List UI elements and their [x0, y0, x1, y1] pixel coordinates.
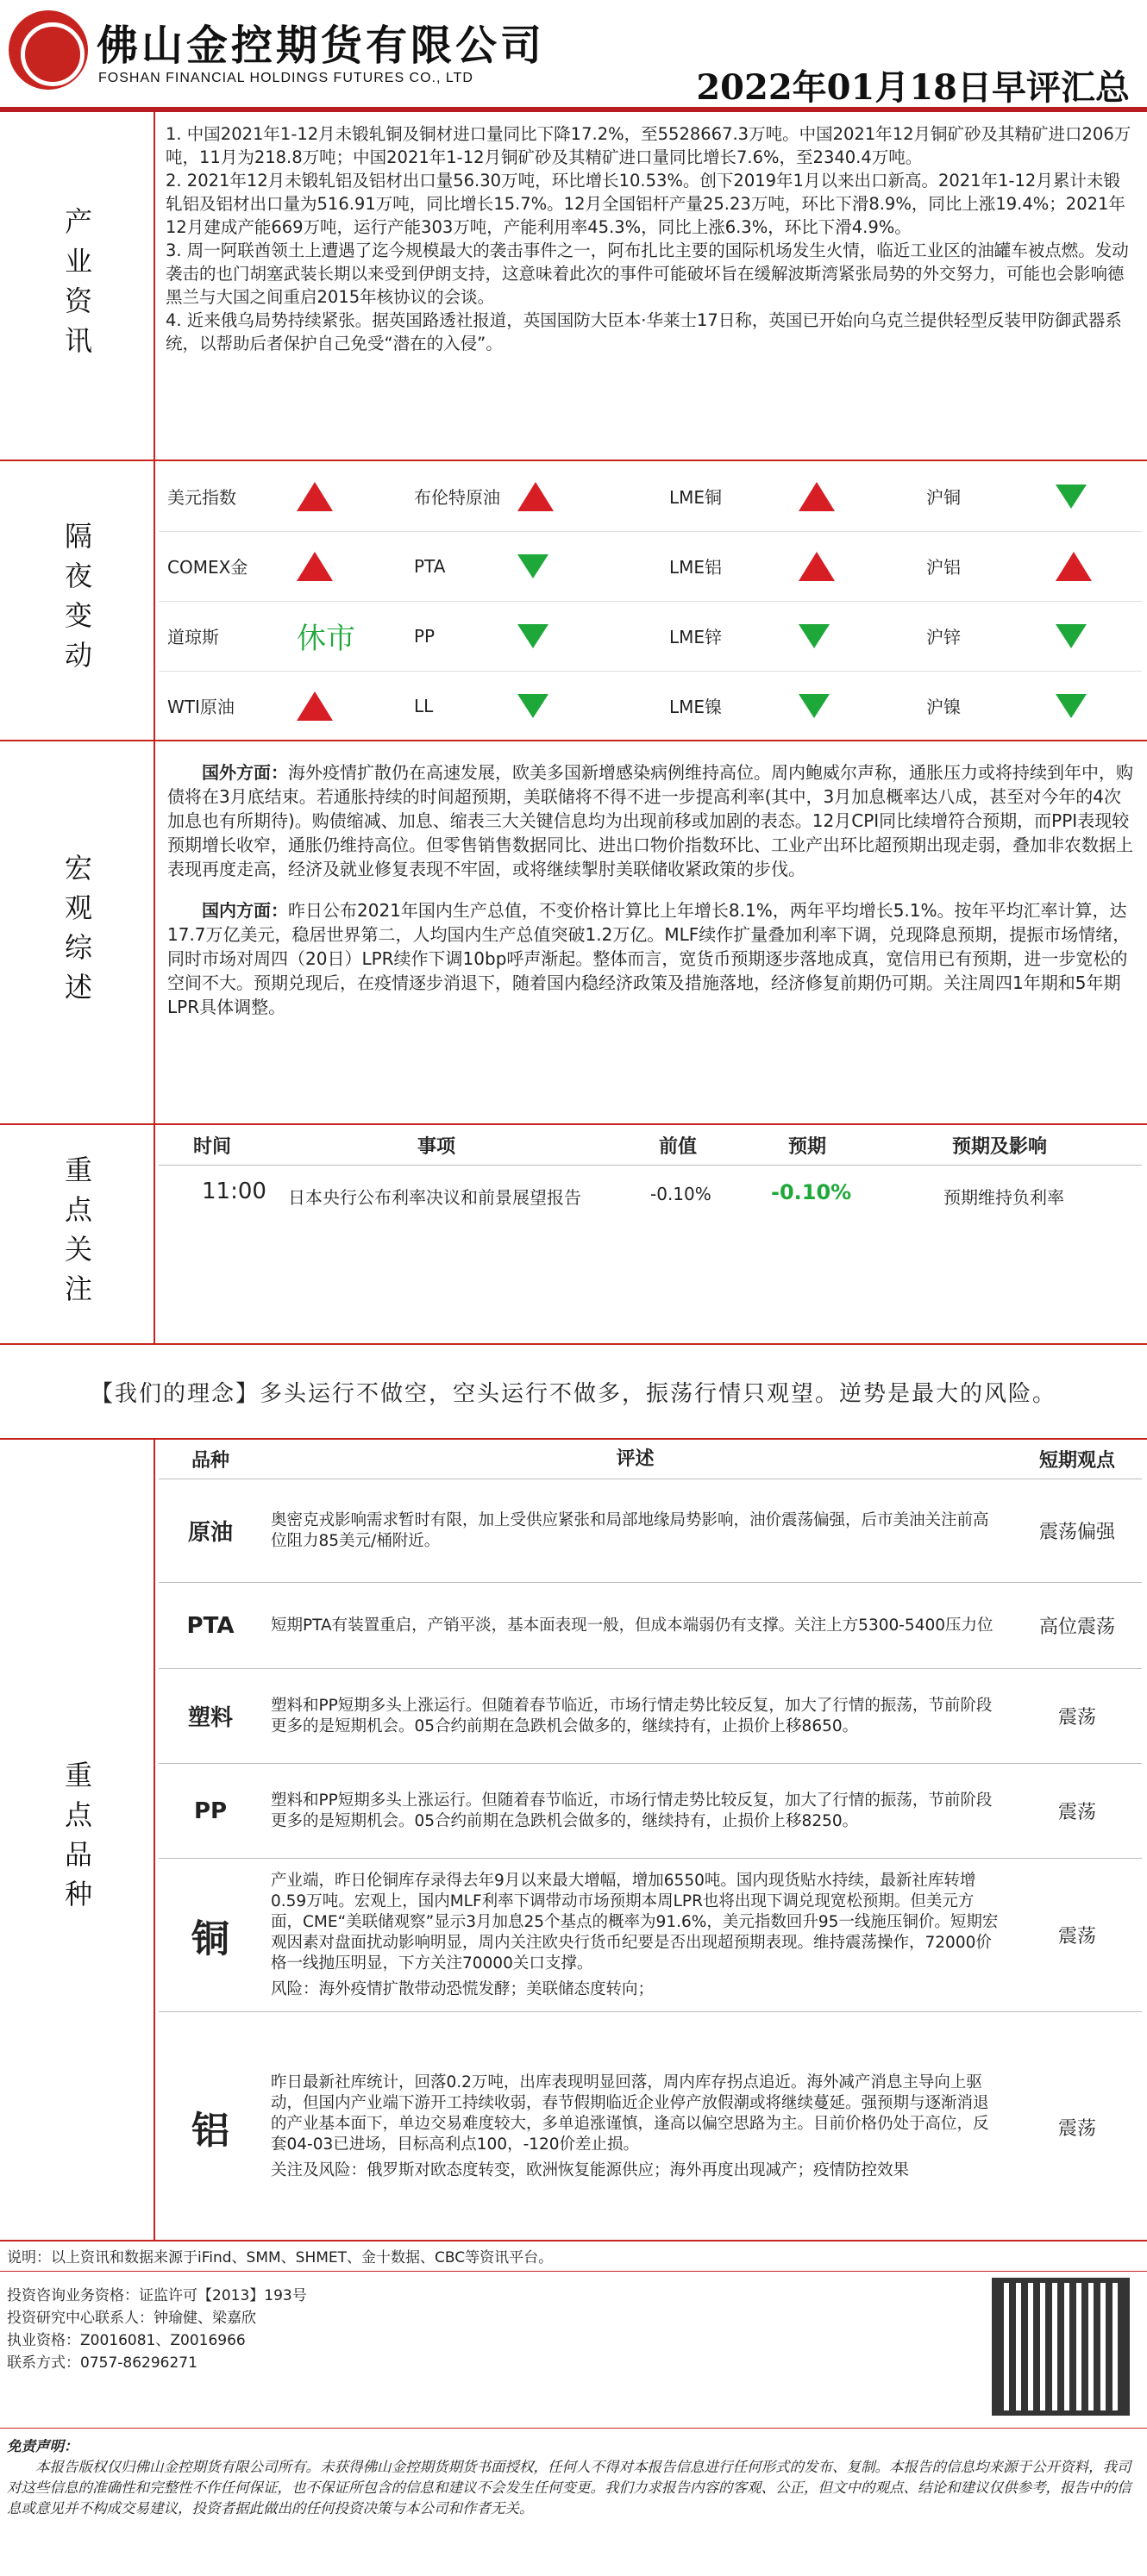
news-item: 4. 近来俄乌局势持续紧张。据英国路透社报道，英国国防大臣本·华莱士17日称，英国已开始向乌克兰提供轻型反装甲防御武器系统，以帮助后者保护自己免受“潜在的入侵”。: [166, 310, 1122, 353]
product-comment: [271, 1669, 1000, 1763]
overnight-name: LME镍: [669, 697, 723, 717]
holiday-label: 休市: [297, 622, 355, 656]
product-comment-text: 昨日最新社库统计，回落0.2万吨，出库表现明显回落，周内库存拐点追近。海外减产消息主导向上驱动，但国内产业端下游开工持续收弱，春节假期临近企业停产放假潮或将继续蔓延。强预期与逐渐消退的产业基本面下，单边交易难度较大，多单追涨谨慎，逢高以偏空思路为主。目前价格仍处于高位，反套04-03已进场，目标高利点100，-120价差止损。: [271, 2073, 989, 2154]
overnight-name: 道琼斯: [167, 627, 219, 647]
product-view: 震荡: [1057, 1707, 1096, 1729]
down-arrow-icon: [799, 671, 830, 741]
product-row: [159, 1669, 1142, 1764]
overnight-name: LME铜: [669, 487, 723, 508]
analysts-text: 投资研究中心联系人：钟瑜健、梁嘉欣: [7, 2310, 256, 2327]
product-row: [159, 1479, 1142, 1583]
up-arrow-icon: [517, 461, 554, 531]
overnight-name: COMEX金: [167, 557, 248, 578]
overnight-name: WTI原油: [167, 697, 235, 717]
focus-expected: -0.10%: [771, 1180, 852, 1204]
product-comment: [271, 2012, 1000, 2241]
down-arrow-icon: [517, 531, 548, 601]
focus-header-time: 时间: [193, 1136, 232, 1158]
overnight-name: PP: [414, 625, 436, 647]
up-arrow-icon: [297, 461, 333, 531]
overnight-name: 沪镍: [926, 697, 961, 717]
product-view: 震荡: [1057, 2117, 1096, 2140]
product-view: 震荡: [1057, 1926, 1096, 1948]
product-comment-text: 产业端，昨日伦铜库存录得去年9月以来最大增幅，增加6550吨。国内现货贴水持续，最新社库转增0.59万吨。宏观上，国内MLF利率下调带动市场预期本周LPR也将出现下调兑现宽松预期。但美元方面，CME“美联储观察”显示3月加息25个基点的概率为91.6%，美元指数回升95一线施压铜价。短期宏观因素对盘面扰动影响明显，周内关注欧央行货币纪要是否出现超预期表现。维持震荡操作，72000价格一线抛压明显，下方关注70000关口支撑。: [271, 1871, 999, 1973]
products-header-name: 品种: [191, 1450, 229, 1472]
philosophy-banner: 【我们的理念】多头运行不做空，空头运行不做多，振荡行情只观望。逆势是最大的风险。: [0, 1345, 1147, 1440]
overnight-name: 沪锌: [926, 627, 961, 647]
report-header: [0, 0, 1147, 112]
product-view: 震荡偏强: [1038, 1522, 1115, 1543]
up-arrow-icon: [297, 531, 333, 601]
product-name: 塑料: [187, 1705, 233, 1731]
product-comment: [271, 1764, 1000, 1858]
up-arrow-icon: [1056, 531, 1092, 601]
source-note: 说明：以上资讯和数据来源于iFind、SMM、SHMET、金十数据、CBC等资讯平台。: [7, 2249, 554, 2267]
overnight-name: LME铝: [669, 557, 723, 578]
section-label-industry: 产业资讯: [0, 112, 155, 460]
overnight-name: 布伦特原油: [414, 487, 500, 508]
focus-header-event: 事项: [417, 1136, 456, 1158]
overnight-section: [0, 461, 1147, 741]
overnight-name: LME锌: [669, 627, 723, 647]
products-header-row: [159, 1440, 1142, 1479]
product-comment-text: 塑料和PP短期多头上涨运行。但随着春节临近，市场行情走势比较反复，加大了行情的振荡，节前阶段更多的是短期机会。05合约前期在急跌机会做多的，继续持有，止损价上移8650。: [271, 1696, 993, 1735]
product-row: [159, 1859, 1142, 2012]
section-label-overnight: 隔夜变动: [0, 461, 155, 740]
company-logo: [9, 10, 88, 90]
disclaimer: [7, 2436, 1140, 2519]
news-item: 1. 中国2021年1-12月未锻轧铜及铜材进口量同比下降17.2%，至5528667.3万吨。中国2021年12月铜矿砂及其精矿进口206万吨，11月为218.8万吨；中国2021年1-12月铜矿砂及其精矿进口量同比增长7.6%，至2340.4万吨。: [166, 124, 1131, 167]
contact-info: [7, 2285, 307, 2374]
overnight-grid: [159, 461, 1142, 740]
product-name: 原油: [187, 1520, 233, 1546]
macro-section: [0, 741, 1147, 1125]
product-comment-text: 短期PTA有装置重启，产销平淡，基本面表现一般，但成本端弱仍有支撑。关注上方5300-5400压力位: [271, 1616, 993, 1635]
down-arrow-icon: [799, 601, 830, 671]
product-risk-text: 关注及风险：俄罗斯对欧态度转变，欧洲恢复能源供应；海外再度出现减产；疫情防控效果: [271, 2161, 910, 2179]
product-comment: [271, 1859, 1000, 2011]
section-label-focus: 重点关注: [0, 1125, 155, 1343]
product-row: [159, 2012, 1142, 2241]
down-arrow-icon: [1056, 461, 1087, 531]
focus-header-previous: 前值: [659, 1136, 698, 1158]
product-name: 铝: [191, 2109, 229, 2153]
focus-event: 日本央行公布利率决议和前景展望报告: [288, 1187, 581, 1208]
product-row: [159, 1764, 1142, 1859]
products-header-view: 短期观点: [1038, 1450, 1115, 1472]
industry-news-list: [159, 112, 1142, 460]
overnight-name: PTA: [414, 555, 446, 577]
down-arrow-icon: [1056, 601, 1087, 671]
macro-domestic: 国内方面：昨日公布2021年国内生产总值，不变价格计算比上年增长8.1%，两年平均增长5.1%。按年平均汇率计算，达17.7万亿美元，稳居世界第二，人均国内生产总值突破1.2万亿。MLF续作扩量叠加利率下调，兑现降息预期，提振市场情绪，同时市场对周四（20日）LPR续作下调10bp呼声渐起。整体而言，宽货币预期逐步落地成真，宽信用已有预期，进一步宽松的空间不大。预期兑现后，在疫情逐步消退下，随着国内稳经济政策及措施落地，经济修复前期仍可期。关注周四1年期和5年期LPR具体调整。: [167, 900, 1131, 1017]
product-comment: [271, 1583, 1000, 1668]
phone-text: 联系方式：0757-86296271: [7, 2354, 197, 2372]
product-comment-text: 奥密克戎影响需求暂时有限，加上受供应紧张和局部地缘局势影响，油价震荡偏强，后市美油关注前高位阻力85美元/桶附近。: [271, 1510, 989, 1550]
down-arrow-icon: [517, 601, 548, 671]
section-label-macro: 宏观综述: [0, 741, 155, 1123]
cert-text: 执业资格：Z0016081、Z0016966: [7, 2332, 246, 2349]
product-risk-text: 风险：海外疫情扩散带动恐慌发酵；美联储态度转向；: [271, 1979, 655, 1998]
focus-time: 11:00: [202, 1179, 266, 1204]
down-arrow-icon: [517, 671, 548, 741]
product-comment-text: 塑料和PP短期多头上涨运行。但随着春节临近，市场行情走势比较反复，加大了行情的振荡，节前阶段更多的是短期机会。05合约前期在急跌机会做多的，继续持有，止损价上移8250。: [271, 1791, 993, 1830]
macro-text: [159, 741, 1142, 1123]
down-arrow-icon: [1056, 671, 1087, 741]
macro-foreign: 国外方面：海外疫情扩散仍在高速发展，欧美多国新增感染病例维持高位。周内鲍威尔声称，通胀压力或将持续到年中，购债将在3月底结束。若通胀持续的时间超预期，美联储将不得不进一步提高利率(其中，3月加息概率达八成，甚至对今年的4次加息也有所期待)。购债缩减、加息、缩表三大关键信息均为出现前移或加剧的表态。12月CPI同比续增符合预期，而PPI表现较预期增长收窄，通胀仍维持高位。但零售销售数据同比、进出口物价指数环比、工业产出环比超预期出现走弱，叠加非农数据上表现再度走高，经济及就业修复表现不牢固，或将继续掣肘美联储收紧政策的步伐。: [167, 762, 1133, 879]
section-label-products: 重点品种: [0, 1440, 155, 2240]
product-view: 震荡: [1057, 1802, 1096, 1823]
product-view: 高位震荡: [1038, 1616, 1115, 1638]
product-row: [159, 1583, 1142, 1669]
disclaimer-title: 免责声明：: [7, 2438, 78, 2454]
products-table: [159, 1440, 1142, 2240]
up-arrow-icon: [799, 531, 835, 601]
company-name-cn: 佛山金控期货有限公司: [97, 22, 546, 70]
products-header-comment: 评述: [616, 1447, 655, 1470]
company-name-en: FOSHAN FINANCIAL HOLDINGS FUTURES CO., LTD: [98, 71, 473, 85]
product-name: 铜: [191, 1916, 229, 1961]
products-section: [0, 1440, 1147, 2241]
up-arrow-icon: [799, 461, 835, 531]
overnight-name: LL: [414, 695, 434, 716]
report-title: 2022年01月18日早评汇总: [696, 67, 1130, 108]
product-name: PTA: [186, 1612, 235, 1639]
industry-news-section: [0, 112, 1147, 461]
focus-section: [0, 1125, 1147, 1345]
up-arrow-icon: [297, 671, 333, 741]
focus-table: [159, 1125, 1142, 1343]
disclaimer-text: 本报告版权仅归佛山金控期货有限公司所有。未获得佛山金控期货期货书面授权，任何人不得对本报告信息进行任何形式的发布、复制。本报告的信息均来源于公开资料，我司对这些信息的准确性和完整性不作任何保证，也不保证所包含的信息和建议不会发生任何变更。我们力求报告内容的客观、公正，但文中的观点、结论和建议仅供参考，报告中的信息或意见并不构成交易建议，投资者据此做出的任何投资决策与本公司和作者无关。: [7, 2459, 1131, 2517]
qr-code-image: [992, 2278, 1130, 2416]
focus-previous: -0.10%: [650, 1184, 711, 1204]
focus-impact: 预期维持负利率: [943, 1187, 1064, 1208]
overnight-name: 沪铝: [926, 557, 961, 578]
product-comment: [271, 1479, 1000, 1582]
overnight-name: 美元指数: [167, 487, 236, 508]
focus-header-impact: 预期及影响: [952, 1136, 1048, 1158]
news-item: 2. 2021年12月未锻轧铝及铝材出口量56.30万吨，环比增长10.53%。创下2019年1月以来出口新高。2021年1-12月累计未锻轧铝及铝材出口量为516.91万吨，同比增长15.7%。12月全国铝杆产量25.23万吨，环比下滑8.9%，同比上涨19.4%；2021年12月建成产能669万吨，运行产能303万吨，产能利用率45.3%，同比上涨6.3%，环比下滑4.9%。: [166, 171, 1125, 237]
news-item: 3. 周一阿联酋领土上遭遇了迄今规模最大的袭击事件之一，阿布扎比主要的国际机场发生火情，临近工业区的油罐车被点燃。发动袭击的也门胡塞武装长期以来受到伊朗支持，这意味着此次的事件可能破坏旨在缓解波斯湾紧张局势的外交努力，可能也会影响德黑兰与大国之间重启2015年核协议的会谈。: [166, 241, 1129, 307]
product-name: PP: [193, 1798, 228, 1824]
focus-header-expected: 预期: [788, 1136, 827, 1158]
license-text: 投资咨询业务资格：证监许可【2013】193号: [7, 2287, 307, 2304]
overnight-name: 沪铜: [926, 487, 961, 508]
